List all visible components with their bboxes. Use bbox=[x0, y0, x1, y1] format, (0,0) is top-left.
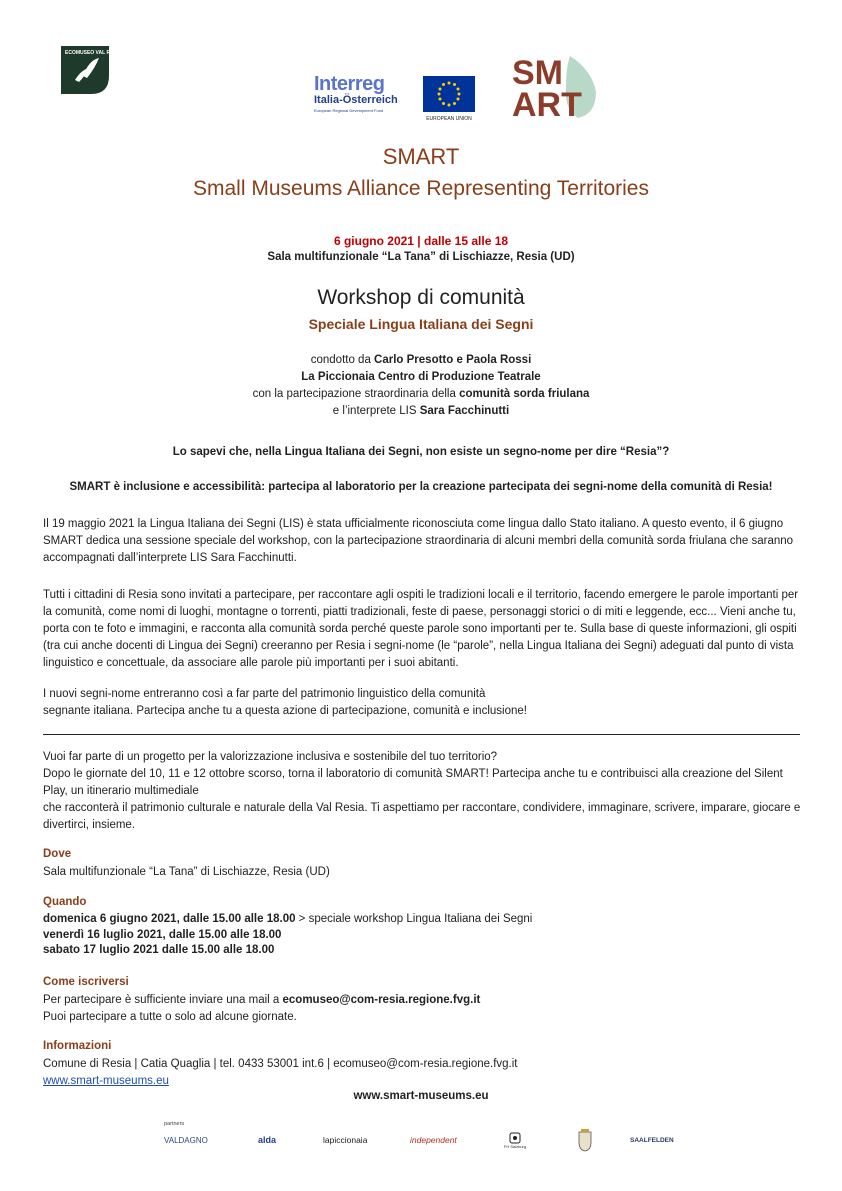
paragraph-lis: Il 19 maggio 2021 la Lingua Italiana dei Segni (LIS) è stata ufficialmente riconosciuta come lingua dallo Stato italiano. A questo evento, il 6 giugno SMART dedica una sessione speciale del workshop, con la partecipazione straordinaria di alcuni membri della comunità sorda friulana che saranno accompagnati dall’interprete LIS Sara Facchinutti. bbox=[43, 518, 794, 564]
credits-line-2: La Piccionaia Centro di Produzione Teatrale bbox=[301, 371, 541, 383]
partner-logo-lapiccionaia: lapiccionaia bbox=[323, 1135, 368, 1145]
partner-logo-crest bbox=[572, 1128, 598, 1152]
event-venue: Sala multifunzionale “La Tana” di Lischiazze, Resia (UD) bbox=[267, 251, 575, 263]
iscriversi-text bbox=[43, 992, 803, 1026]
svg-text:SM: SM bbox=[512, 54, 563, 92]
highlight-question: Lo sapevi che, nella Lingua Italiana dei Segni, non esiste un segno-nome per dire “Resia”? bbox=[172, 446, 670, 458]
workshop-title: Workshop di comunità bbox=[317, 286, 525, 309]
credits-block bbox=[0, 352, 842, 420]
dove-text: Sala multifunzionale “La Tana” di Lischiazze, Resia (UD) bbox=[43, 866, 330, 878]
credits-line-1: condotto da Carlo Presotto e Paola Rossi bbox=[310, 354, 532, 366]
page-title: SMART bbox=[382, 144, 460, 169]
paragraph-segni-nome: I nuovi segni-nome entreranno così a far parte del patrimonio linguistico della comunità segnante italiana. Partecipa anche tu a questa azione di partecipazione, comunità e inclusione! bbox=[43, 688, 527, 717]
paragraph-invite: Tutti i cittadini di Resia sono invitati a partecipare, per raccontare agli ospiti le tradizioni locali e il territorio, facendo emergere le parole importanti per la comunità, come nomi di luoghi, montagne o torrenti, piatti tradizionali, feste di paese, personaggi storici o di miti e leggende, ecc... Vieni anche tu, porta con te foto e immagini, e racconta alla comunità sorda perché queste parole sono importanti per te. Sulla base di queste informazioni, gli ospiti (tra cui anche docenti di Lingua dei Segni) creeranno per Resia i segni-nome (le “parole”, nella Lingua Italiana dei Segni) adeguati dal punto di vista linguistico e concettuale, da associare alle parole più importanti per i suoi abitanti. bbox=[43, 589, 799, 669]
partners-label: partners bbox=[164, 1121, 185, 1127]
website-link[interactable]: www.smart-museums.eu bbox=[43, 1075, 169, 1087]
divider bbox=[43, 734, 800, 735]
partner-logo-valdagno: VALDAGNO bbox=[164, 1135, 208, 1145]
iscriversi-heading: Come iscriversi bbox=[43, 976, 129, 988]
credits-line-3: con la partecipazione straordinaria della comunità sorda friulana bbox=[252, 388, 590, 400]
event-date: 6 giugno 2021 | dalle 15 alle 18 bbox=[333, 234, 509, 248]
interreg-logo bbox=[314, 74, 422, 120]
credits-line-4: e l’interprete LIS Sara Facchinutti bbox=[332, 405, 510, 417]
partner-logo-alda: alda bbox=[258, 1135, 277, 1145]
iscriversi-line-1: Per partecipare è sufficiente inviare una mail a ecomuseo@com-resia.regione.fvg.it bbox=[43, 994, 481, 1006]
svg-text:ART: ART bbox=[512, 86, 582, 124]
coat-of-arms-icon bbox=[577, 1128, 593, 1152]
partner-logo-saalfelden: SAALFELDEN bbox=[630, 1136, 674, 1144]
paragraph-project: Vuoi far parte di un progetto per la valorizzazione inclusiva e sostenibile del tuo territorio? Dopo le giornate del 10, 11 e 12 ottobre scorso, torna il laboratorio di comunità SMART! Partecipa anche tu e contribuisci alla creazione del Silent Play, un itinerario multimediale che racconterà il patrimonio culturale e naturale della Val Resia. Ti aspettiamo per raccontare, condividere, immaginare, scrivere, imparare, giocare e divertirci, insieme. bbox=[43, 751, 801, 831]
page-subtitle: Small Museums Alliance Representing Territories bbox=[193, 177, 649, 200]
footer-website: www.smart-museums.eu bbox=[353, 1090, 489, 1102]
interreg-program: Italia-Österreich bbox=[314, 94, 398, 106]
ecomuseo-logo-text: ECOMUSEO VAL RESIA bbox=[65, 50, 122, 56]
eu-flag-icon bbox=[423, 76, 475, 112]
dove-heading: Dove bbox=[43, 848, 72, 860]
quando-date-3: sabato 17 luglio 2021 dalle 15.00 alle 18.00 bbox=[43, 944, 275, 956]
eu-flag-logo bbox=[423, 76, 475, 120]
informazioni-text bbox=[43, 1056, 803, 1090]
interreg-wordmark: Interreg bbox=[314, 73, 385, 95]
smart-logo bbox=[508, 50, 602, 122]
quando-date-1: domenica 6 giugno 2021, dalle 15.00 alle 18.00 > speciale workshop Lingua Italiana dei Segni bbox=[43, 913, 533, 925]
partner-logo-fh-salzburg: FH Salzburg bbox=[500, 1128, 530, 1152]
quando-heading: Quando bbox=[43, 896, 87, 908]
workshop-subtitle: Speciale Lingua Italiana dei Segni bbox=[308, 316, 534, 332]
informazioni-contact: Comune di Resia | Catia Quaglia | tel. 0433 53001 int.6 | ecomuseo@com-resia.regione.fvg.it bbox=[43, 1058, 518, 1070]
highlight-statement: SMART è inclusione e accessibilità: partecipa al laboratorio per la creazione partecipata dei segni-nome della comunità di Resia! bbox=[69, 481, 773, 493]
interreg-fund: European Regional Development Fund bbox=[314, 108, 384, 113]
quando-list bbox=[43, 912, 803, 959]
fh-salzburg-icon bbox=[509, 1132, 521, 1144]
eu-label: EUROPEAN UNION bbox=[426, 116, 472, 122]
iscriversi-line-2: Puoi partecipare a tutte o solo ad alcune giornate. bbox=[43, 1011, 297, 1023]
informazioni-heading: Informazioni bbox=[43, 1040, 112, 1052]
iscriversi-email[interactable]: ecomuseo@com-resia.regione.fvg.it bbox=[282, 994, 481, 1006]
partner-logo-independent: independent bbox=[410, 1135, 457, 1145]
ecomuseo-logo bbox=[61, 46, 122, 94]
quando-date-2: venerdì 16 luglio 2021, dalle 15.00 alle 18.00 bbox=[43, 928, 282, 941]
